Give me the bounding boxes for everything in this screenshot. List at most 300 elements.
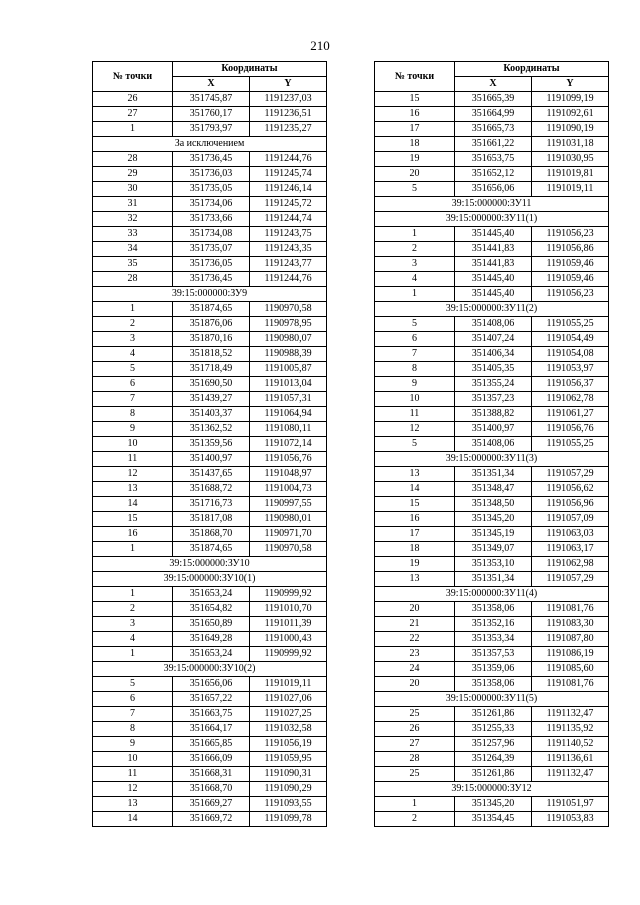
coordinates-header: Координаты <box>455 62 609 77</box>
x-cell: 351359,56 <box>173 437 250 452</box>
point-number-cell: 14 <box>93 812 173 827</box>
x-cell: 351441,83 <box>455 257 532 272</box>
point-number-cell: 14 <box>93 497 173 512</box>
table-row <box>93 692 327 707</box>
point-number-cell: 25 <box>375 707 455 722</box>
table-row <box>93 302 327 317</box>
point-number-cell: 27 <box>93 107 173 122</box>
point-number-cell: 15 <box>375 92 455 107</box>
table-row <box>93 737 327 752</box>
y-cell: 1191000,43 <box>250 632 327 647</box>
table-row <box>375 437 609 452</box>
table-row <box>375 662 609 677</box>
table-row <box>375 167 609 182</box>
x-cell: 351345,20 <box>455 512 532 527</box>
x-cell: 351345,20 <box>455 797 532 812</box>
point-number-cell: 11 <box>93 767 173 782</box>
y-cell: 1191061,27 <box>532 407 609 422</box>
table-row <box>93 722 327 737</box>
point-number-cell: 8 <box>93 722 173 737</box>
table-row <box>375 362 609 377</box>
x-cell: 351876,06 <box>173 317 250 332</box>
point-number-cell: 7 <box>93 707 173 722</box>
section-label: 39:15:000000:ЗУ11 <box>375 197 609 212</box>
x-cell: 351874,65 <box>173 302 250 317</box>
x-cell: 351688,72 <box>173 482 250 497</box>
x-cell: 351445,40 <box>455 227 532 242</box>
y-cell: 1191019,11 <box>250 677 327 692</box>
table-row <box>375 122 609 137</box>
x-cell: 351665,73 <box>455 122 532 137</box>
y-cell: 1191059,46 <box>532 257 609 272</box>
x-cell: 351736,05 <box>173 257 250 272</box>
x-cell: 351408,06 <box>455 317 532 332</box>
section-label: 39:15:000000:ЗУ11(4) <box>375 587 609 602</box>
y-cell: 1191056,23 <box>532 227 609 242</box>
table-row <box>93 542 327 557</box>
table-row <box>375 707 609 722</box>
x-cell: 351261,86 <box>455 707 532 722</box>
x-cell: 351353,34 <box>455 632 532 647</box>
y-cell: 1190971,70 <box>250 527 327 542</box>
x-cell: 351716,73 <box>173 497 250 512</box>
y-cell: 1191030,95 <box>532 152 609 167</box>
x-cell: 351353,10 <box>455 557 532 572</box>
x-cell: 351650,89 <box>173 617 250 632</box>
y-cell: 1191019,11 <box>532 182 609 197</box>
point-number-cell: 32 <box>93 212 173 227</box>
point-number-cell: 10 <box>93 752 173 767</box>
table-row <box>93 587 327 602</box>
section-label: 39:15:000000:ЗУ12 <box>375 782 609 797</box>
section-row <box>93 287 327 302</box>
table-row <box>93 167 327 182</box>
table-row <box>375 632 609 647</box>
table-row <box>93 152 327 167</box>
table-row <box>375 767 609 782</box>
point-number-cell: 18 <box>375 542 455 557</box>
point-number-cell: 1 <box>93 647 173 662</box>
point-number-header: № точки <box>93 62 173 92</box>
y-cell: 1191244,76 <box>250 272 327 287</box>
table-row <box>93 752 327 767</box>
table-row <box>375 527 609 542</box>
x-cell: 351407,24 <box>455 332 532 347</box>
table-row <box>93 242 327 257</box>
y-cell: 1190997,55 <box>250 497 327 512</box>
x-cell: 351652,12 <box>455 167 532 182</box>
point-number-cell: 27 <box>375 737 455 752</box>
point-number-cell: 3 <box>375 257 455 272</box>
x-cell: 351735,07 <box>173 242 250 257</box>
point-number-cell: 20 <box>375 602 455 617</box>
section-label: 39:15:000000:ЗУ11(5) <box>375 692 609 707</box>
x-cell: 351663,75 <box>173 707 250 722</box>
y-cell: 1191057,29 <box>532 572 609 587</box>
point-number-cell: 1 <box>93 542 173 557</box>
y-cell: 1191056,76 <box>250 452 327 467</box>
y-cell: 1191245,74 <box>250 167 327 182</box>
x-cell: 351359,06 <box>455 662 532 677</box>
point-number-cell: 15 <box>93 512 173 527</box>
y-cell: 1191010,70 <box>250 602 327 617</box>
y-cell: 1191031,18 <box>532 137 609 152</box>
x-cell: 351668,31 <box>173 767 250 782</box>
point-number-cell: 10 <box>375 392 455 407</box>
x-cell: 351348,47 <box>455 482 532 497</box>
table-row <box>375 677 609 692</box>
table-row <box>93 497 327 512</box>
point-number-cell: 26 <box>93 92 173 107</box>
section-label: 39:15:000000:ЗУ9 <box>93 287 327 302</box>
table-row <box>375 542 609 557</box>
x-cell: 351735,05 <box>173 182 250 197</box>
table-row <box>375 602 609 617</box>
point-number-cell: 29 <box>93 167 173 182</box>
point-number-cell: 4 <box>375 272 455 287</box>
point-number-cell: 11 <box>375 407 455 422</box>
point-number-cell: 20 <box>375 167 455 182</box>
section-label: 39:15:000000:ЗУ10(1) <box>93 572 327 587</box>
x-cell: 351734,06 <box>173 197 250 212</box>
point-number-cell: 17 <box>375 527 455 542</box>
y-cell: 1191085,60 <box>532 662 609 677</box>
point-number-cell: 1 <box>375 797 455 812</box>
y-cell: 1190999,92 <box>250 647 327 662</box>
table-row <box>375 347 609 362</box>
point-number-cell: 12 <box>93 782 173 797</box>
table-row <box>93 782 327 797</box>
x-cell: 351441,83 <box>455 242 532 257</box>
table-row <box>93 107 327 122</box>
section-label: За исключением <box>93 137 327 152</box>
section-row <box>375 212 609 227</box>
table-row <box>93 797 327 812</box>
section-row <box>375 692 609 707</box>
x-cell: 351656,06 <box>173 677 250 692</box>
page-number: 210 <box>310 38 330 53</box>
y-cell: 1191059,46 <box>532 272 609 287</box>
table-row <box>375 377 609 392</box>
x-cell: 351736,45 <box>173 152 250 167</box>
y-cell: 1191086,19 <box>532 647 609 662</box>
x-cell: 351400,97 <box>455 422 532 437</box>
y-cell: 1190980,01 <box>250 512 327 527</box>
x-cell: 351357,53 <box>455 647 532 662</box>
y-cell: 1191235,27 <box>250 122 327 137</box>
table-row <box>375 722 609 737</box>
table-row <box>93 467 327 482</box>
table-row <box>375 737 609 752</box>
table-row <box>93 812 327 827</box>
table-row <box>375 812 609 827</box>
x-cell: 351362,52 <box>173 422 250 437</box>
y-cell: 1191056,37 <box>532 377 609 392</box>
y-cell: 1191062,98 <box>532 557 609 572</box>
table-row <box>375 512 609 527</box>
x-cell: 351760,17 <box>173 107 250 122</box>
x-cell: 351669,27 <box>173 797 250 812</box>
section-row <box>375 782 609 797</box>
coordinates-table-right <box>374 61 609 827</box>
point-number-cell: 13 <box>375 572 455 587</box>
y-cell: 1191054,08 <box>532 347 609 362</box>
section-row <box>93 572 327 587</box>
point-number-cell: 2 <box>93 602 173 617</box>
point-number-cell: 22 <box>375 632 455 647</box>
point-number-cell: 16 <box>375 107 455 122</box>
table-row <box>93 452 327 467</box>
y-cell: 1191027,25 <box>250 707 327 722</box>
y-cell: 1191056,86 <box>532 242 609 257</box>
table-row <box>375 647 609 662</box>
point-number-cell: 9 <box>93 422 173 437</box>
x-cell: 351649,28 <box>173 632 250 647</box>
y-cell: 1191087,80 <box>532 632 609 647</box>
x-cell: 351352,16 <box>455 617 532 632</box>
y-cell: 1190978,95 <box>250 317 327 332</box>
y-cell: 1190970,58 <box>250 302 327 317</box>
x-cell: 351653,75 <box>455 152 532 167</box>
table-row <box>93 482 327 497</box>
x-cell: 351665,85 <box>173 737 250 752</box>
y-cell: 1191135,92 <box>532 722 609 737</box>
section-label: 39:15:000000:ЗУ11(3) <box>375 452 609 467</box>
y-cell: 1190970,58 <box>250 542 327 557</box>
table-row <box>375 617 609 632</box>
x-cell: 351358,06 <box>455 602 532 617</box>
table-row <box>375 92 609 107</box>
y-header: Y <box>250 77 327 92</box>
point-number-cell: 2 <box>375 812 455 827</box>
table-row <box>375 317 609 332</box>
y-cell: 1191056,62 <box>532 482 609 497</box>
point-number-cell: 12 <box>375 422 455 437</box>
point-number-cell: 7 <box>375 347 455 362</box>
point-number-cell: 6 <box>93 377 173 392</box>
y-cell: 1191013,04 <box>250 377 327 392</box>
point-number-cell: 13 <box>375 467 455 482</box>
y-cell: 1191053,83 <box>532 812 609 827</box>
y-cell: 1191062,78 <box>532 392 609 407</box>
x-cell: 351657,22 <box>173 692 250 707</box>
x-cell: 351653,24 <box>173 647 250 662</box>
table-row <box>375 107 609 122</box>
point-number-cell: 13 <box>93 482 173 497</box>
point-number-cell: 5 <box>375 317 455 332</box>
table-row <box>93 92 327 107</box>
point-number-cell: 3 <box>93 617 173 632</box>
x-cell: 351264,39 <box>455 752 532 767</box>
point-number-cell: 28 <box>93 272 173 287</box>
y-cell: 1191056,23 <box>532 287 609 302</box>
table-row <box>375 242 609 257</box>
y-cell: 1191057,29 <box>532 467 609 482</box>
x-cell: 351357,23 <box>455 392 532 407</box>
table-row <box>93 407 327 422</box>
table-row <box>93 677 327 692</box>
point-number-cell: 1 <box>375 287 455 302</box>
x-cell: 351403,37 <box>173 407 250 422</box>
y-cell: 1191093,55 <box>250 797 327 812</box>
y-cell: 1191019,81 <box>532 167 609 182</box>
x-cell: 351868,70 <box>173 527 250 542</box>
point-number-cell: 21 <box>375 617 455 632</box>
x-cell: 351653,24 <box>173 587 250 602</box>
table-row <box>375 407 609 422</box>
table-row <box>375 392 609 407</box>
x-cell: 351669,72 <box>173 812 250 827</box>
table-row <box>375 497 609 512</box>
y-cell: 1191056,96 <box>532 497 609 512</box>
section-row <box>375 302 609 317</box>
table-row <box>375 182 609 197</box>
y-cell: 1191099,19 <box>532 92 609 107</box>
x-cell: 351439,27 <box>173 392 250 407</box>
point-number-cell: 33 <box>93 227 173 242</box>
coordinates-table-left <box>92 61 327 827</box>
table-row <box>93 602 327 617</box>
section-label: 39:15:000000:ЗУ10(2) <box>93 662 327 677</box>
table-row <box>375 557 609 572</box>
point-number-cell: 30 <box>93 182 173 197</box>
table-row <box>93 767 327 782</box>
point-number-cell: 8 <box>375 362 455 377</box>
x-cell: 351257,96 <box>455 737 532 752</box>
y-cell: 1191064,94 <box>250 407 327 422</box>
x-cell: 351355,24 <box>455 377 532 392</box>
x-cell: 351733,66 <box>173 212 250 227</box>
point-number-cell: 3 <box>93 332 173 347</box>
x-cell: 351654,82 <box>173 602 250 617</box>
y-cell: 1191092,61 <box>532 107 609 122</box>
point-number-cell: 8 <box>93 407 173 422</box>
y-cell: 1191245,72 <box>250 197 327 212</box>
x-cell: 351736,45 <box>173 272 250 287</box>
x-cell: 351818,52 <box>173 347 250 362</box>
table-row <box>375 467 609 482</box>
y-cell: 1191136,61 <box>532 752 609 767</box>
table-row <box>375 332 609 347</box>
table-row <box>375 272 609 287</box>
y-cell: 1191236,51 <box>250 107 327 122</box>
x-cell: 351666,09 <box>173 752 250 767</box>
y-cell: 1191059,95 <box>250 752 327 767</box>
point-number-cell: 35 <box>93 257 173 272</box>
y-cell: 1191099,78 <box>250 812 327 827</box>
point-number-cell: 7 <box>93 392 173 407</box>
point-number-cell: 24 <box>375 662 455 677</box>
y-header: Y <box>532 77 609 92</box>
table-row <box>93 227 327 242</box>
section-label: 39:15:000000:ЗУ10 <box>93 557 327 572</box>
x-cell: 351656,06 <box>455 182 532 197</box>
point-number-cell: 31 <box>93 197 173 212</box>
y-cell: 1191244,76 <box>250 152 327 167</box>
y-cell: 1191057,31 <box>250 392 327 407</box>
y-cell: 1191053,97 <box>532 362 609 377</box>
y-cell: 1191132,47 <box>532 767 609 782</box>
y-cell: 1191057,09 <box>532 512 609 527</box>
x-cell: 351406,34 <box>455 347 532 362</box>
point-number-cell: 1 <box>375 227 455 242</box>
y-cell: 1191004,73 <box>250 482 327 497</box>
y-cell: 1191063,17 <box>532 542 609 557</box>
table-row <box>93 272 327 287</box>
y-cell: 1191054,49 <box>532 332 609 347</box>
x-cell: 351745,87 <box>173 92 250 107</box>
table-row <box>375 287 609 302</box>
point-number-cell: 34 <box>93 242 173 257</box>
table-row <box>375 572 609 587</box>
table-row <box>375 257 609 272</box>
point-number-cell: 1 <box>93 587 173 602</box>
table-row <box>93 707 327 722</box>
x-cell: 351736,03 <box>173 167 250 182</box>
coordinates-header: Координаты <box>173 62 327 77</box>
x-cell: 351817,08 <box>173 512 250 527</box>
table-row <box>93 197 327 212</box>
point-number-cell: 1 <box>93 122 173 137</box>
x-cell: 351437,65 <box>173 467 250 482</box>
point-number-cell: 5 <box>93 677 173 692</box>
y-cell: 1191081,76 <box>532 677 609 692</box>
table-row <box>93 392 327 407</box>
x-cell: 351661,22 <box>455 137 532 152</box>
table-row <box>375 422 609 437</box>
section-label: 39:15:000000:ЗУ11(1) <box>375 212 609 227</box>
table-row <box>375 752 609 767</box>
point-number-cell: 11 <box>93 452 173 467</box>
y-cell: 1191237,03 <box>250 92 327 107</box>
y-cell: 1191243,77 <box>250 257 327 272</box>
y-cell: 1191080,11 <box>250 422 327 437</box>
y-cell: 1191140,52 <box>532 737 609 752</box>
point-number-cell: 16 <box>93 527 173 542</box>
section-row <box>93 662 327 677</box>
point-number-cell: 20 <box>375 677 455 692</box>
section-row <box>375 452 609 467</box>
point-number-cell: 14 <box>375 482 455 497</box>
table-row <box>375 482 609 497</box>
point-number-cell: 17 <box>375 122 455 137</box>
point-number-cell: 28 <box>375 752 455 767</box>
y-cell: 1191243,75 <box>250 227 327 242</box>
point-number-cell: 18 <box>375 137 455 152</box>
table-row <box>93 647 327 662</box>
point-number-cell: 19 <box>375 152 455 167</box>
x-cell: 351345,19 <box>455 527 532 542</box>
point-number-cell: 6 <box>375 332 455 347</box>
point-number-cell: 4 <box>93 632 173 647</box>
table-row <box>93 422 327 437</box>
point-number-cell: 23 <box>375 647 455 662</box>
point-number-cell: 4 <box>93 347 173 362</box>
section-row <box>375 587 609 602</box>
y-cell: 1191083,30 <box>532 617 609 632</box>
y-cell: 1191056,19 <box>250 737 327 752</box>
point-number-cell: 6 <box>93 692 173 707</box>
table-row <box>93 122 327 137</box>
y-cell: 1191055,25 <box>532 317 609 332</box>
x-cell: 351665,39 <box>455 92 532 107</box>
y-cell: 1191056,76 <box>532 422 609 437</box>
y-cell: 1191032,58 <box>250 722 327 737</box>
x-cell: 351734,08 <box>173 227 250 242</box>
y-cell: 1191011,39 <box>250 617 327 632</box>
y-cell: 1191132,47 <box>532 707 609 722</box>
x-cell: 351718,49 <box>173 362 250 377</box>
